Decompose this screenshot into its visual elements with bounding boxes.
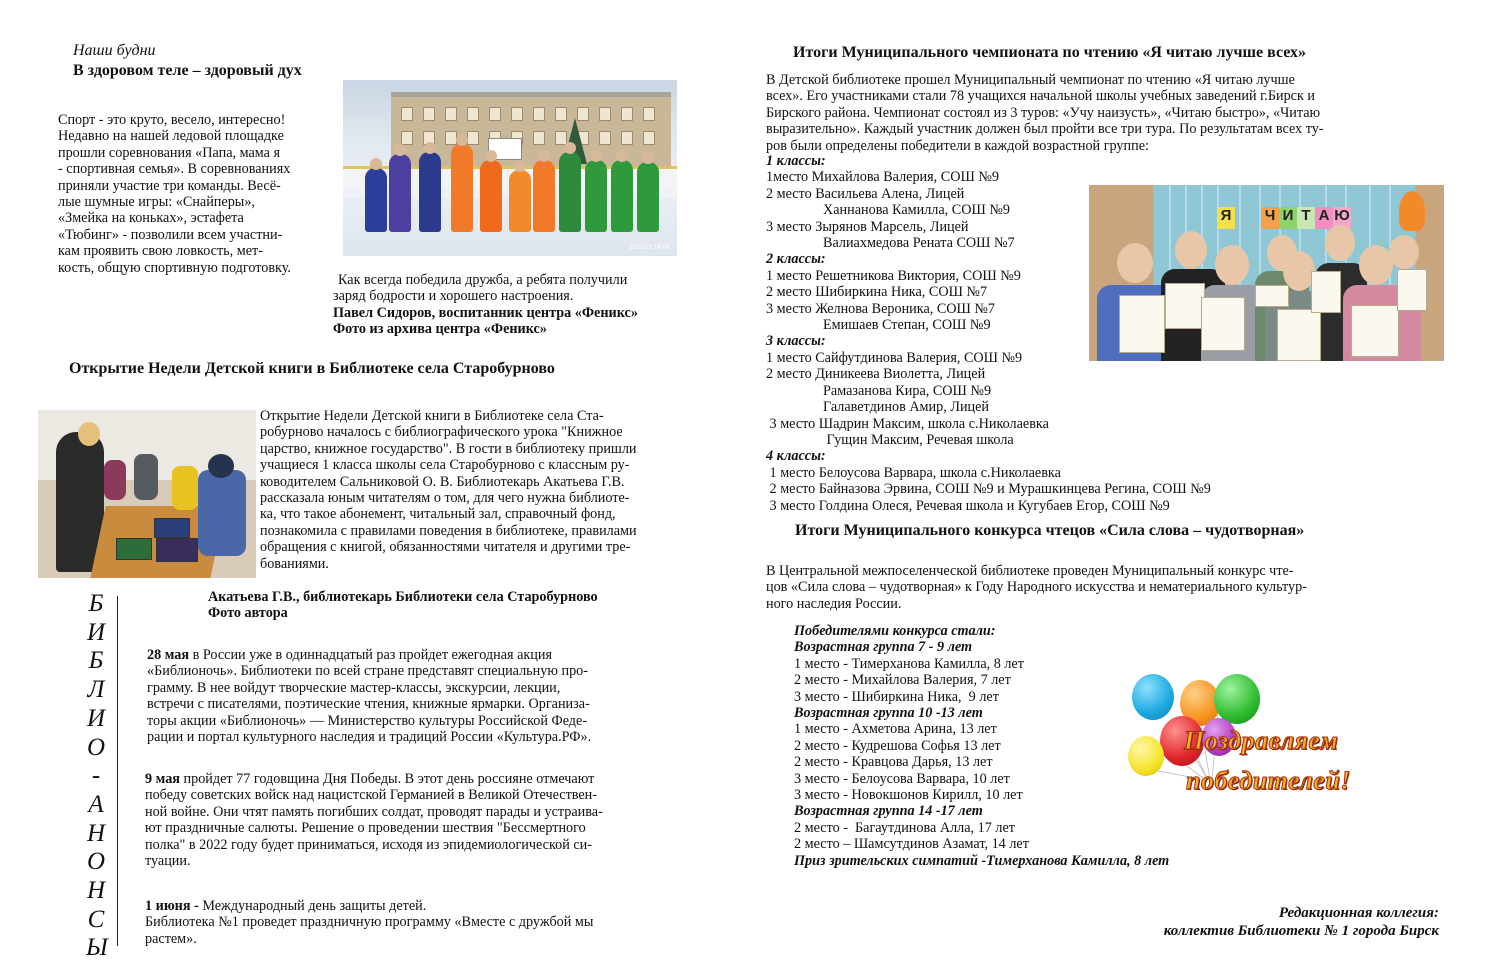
congratulations-graphic — [1118, 668, 1358, 808]
group-label: 1 классы: — [766, 153, 826, 169]
announcement-date: 9 мая — [145, 771, 180, 787]
congrats-line1: Поздравляем — [1184, 726, 1339, 755]
announcement-date: 28 мая — [147, 647, 190, 663]
group-label: 3 классы: — [766, 333, 826, 350]
age-group-label: Возрастная группа 10 -13 лет — [794, 705, 983, 722]
group-label: 4 классы: — [766, 448, 826, 465]
balloon-blue — [1132, 674, 1174, 720]
editorial-label: Редакционная коллегия: — [1278, 905, 1439, 921]
article-body-book-week: Открытие Недели Детской книги в Библиотеке села Ста- робурново началось с библиографического урока "Книжное царство, книжное государство". В гости в библиотеку пришли учащиеся 1 класса школы села Старобурново с классным ру- ководителем Сальниковой О. В. Библиотекарь Акатьева Г.В. рассказала юным читателям о том, для чего нужна библиоте- ка, что такое абонемент, читальный зал, справочный фонд, познакомила с правилами поведения в библиотеке, правилами обращения с книгой, обязанностями читателя и другими тре- бованиями. — [260, 408, 637, 572]
editorial-footer — [1164, 904, 1439, 940]
article-author-book-week: Акатьева Г.В., библиотекарь Библиотеки села Старобурново Фото автора — [208, 589, 598, 622]
photo-timestamp: 2022/1/2 14:08 — [628, 245, 669, 251]
announcement-may28: 28 мая в России уже в одиннадцатый раз пройдет ежегодная акция «Библионочь». Библиотеки по всей стране представят специальную про- грамму. В нее войдут творческие мастер-классы, экскурсии, лекции, встречи с писателями, поэтические чтения, книжные ярмарки. Организа- торы акции «Библионочь» — Министерство культуры Российской Феде- рации и портал культурного наследия и традиций России «Культура.РФ». — [147, 647, 592, 746]
balloon-green — [1214, 674, 1260, 724]
ice-rink-photo — [343, 80, 677, 256]
announcement-june1: 1 июня - Международный день защиты детей. Библиотека №1 проведет праздничную программу «Вместе с дружбой мы растем». — [145, 898, 594, 947]
article-title-reading-championship: Итоги Муниципального чемпионата по чтению «Я читаю лучше всех» — [793, 44, 1307, 61]
audience-prize: Приз зрительских симпатий -Тимерханова Камилла, 8 лет — [794, 852, 1170, 869]
championship-intro: В Детской библиотеке прошел Муниципальный чемпионат по чтению «Я читаю лучше всех». Его участниками стали 78 учащихся начальной школы учебных заведений г.Бирск и Бирского района. Чемпионат состоял из 3 туров: «Учу наизусть», «Читаю быстро», «Читаю выразительно». Каждый участник должен был пройти все три тура. По результатам всех ту- ров были определены победители в каждой возрастной группе: — [766, 72, 1324, 154]
article-title-sport: В здоровом теле – здоровый дух — [73, 62, 302, 79]
section-label: Наши будни — [73, 42, 156, 59]
editorial-value: коллектив Библиотеки № 1 города Бирск — [1163, 923, 1439, 939]
library-photo — [38, 410, 256, 578]
photo-credit: Фото из архива центра «Феникс» — [333, 321, 547, 338]
championship-results: 1 классы: 1место Михайлова Валерия, СОШ №9 2 место Васильева Алена, Лицей Ханнанова Камилла, СОШ №9 3 место Зырянов Марсель, Лицей Валиахмедова Рената СОШ №7 2 классы: 1 место Решетникова Виктория, СОШ №9 2 место Шибиркина Ника, СОШ №7 3 место Желнова Вероника, СОШ №7 Емишаев Степан, СОШ №9 3 классы: 1 место Сайфутдинова Валерия, СОШ №9 2 место Диникеева Виолетта, Лицей Рамазанова Кира, СОШ №9 Галаветдинов Амир, Лицей 3 место Шадрин Максим, школа с.Николаевка Гущин Максим, Речевая школа 4 классы: 1 место Белоусова Варвара, школа с.Николаевка 2 место Байназова Эрвина, СОШ №9 и Мурашкинцева Регина, СОШ №9 3 место Голдина Олеся, Речевая школа и Кугубаев Егор, СОШ №9 — [766, 153, 1211, 514]
contest-intro: В Центральной межпоселенческой библиотеке проведен Муниципальный конкурс чте- цов «Сила слова – чудотворная» к Году Народного искусства и нематериального культур- ного наследия России. — [766, 563, 1307, 612]
article-body-sport: Спорт - это круто, весело, интересно! Недавно на нашей ледовой площадке прошли соревнования «Папа, мама я - спортивная семья». В соревнованиях приняли участие три команды. Весё- лые шумные игры: «Снайперы», «Змейка на коньках», эстафета «Тюбинг» - позволили всем участни- кам проявить свою ловкость, мет- кость, общую спортивную подготовку. — [58, 112, 291, 276]
article-author: Павел Сидоров, воспитанник центра «Феникс» — [333, 304, 638, 321]
clown-decoration — [1399, 191, 1425, 231]
winners-class-photo: Я Ч И Т А Ю — [1089, 185, 1444, 361]
announcement-date: 1 июня - — [145, 898, 199, 914]
vertical-divider — [117, 596, 118, 946]
age-group-label: Возрастная группа 7 - 9 лет — [794, 639, 973, 656]
age-group-label: Возрастная группа 14 -17 лет — [794, 803, 983, 820]
congrats-line2: победителей! — [1186, 766, 1351, 795]
announcement-may9: 9 мая пройдет 77 годовщина Дня Победы. В этот день россияне отмечают победу советских войск над нацистской Германией в Великой Отечествен- ной войне. Они чтят память погибших солдат, проводят парады и устраива- ют праздничные салюты. Решение о проведении шествия "Бессмертного полка" в 2022 году будет приниматься, исходя из эпидемиологической си- туации. — [145, 771, 603, 870]
biblio-announcements-vertical-title: Б И Б Л И О - А Н О Н С Ы — [86, 590, 108, 962]
group-label: 2 классы: — [766, 251, 826, 268]
contest-results: Победителями конкурса стали: Возрастная группа 7 - 9 лет 1 место - Тимерханова Камилла, 8 лет 2 место - Михайлова Валерия, 7 лет 3 место - Шибиркина Ника, 9 лет Возрастная группа 10 -13 лет 1 место - Ахметова Арина, 13 лет 2 место - Кудрешова Софья 13 лет 2 место - Кравцова Дарья, 13 лет 3 место - Белоусова Варвара, 10 лет 3 место - Новокшонов Кирилл, 10 лет Возрастная группа 14 -17 лет 2 место - Багаутдинова Алла, 17 лет 2 место – Шамсутдинов Азамат, 14 лет Приз зрительских симпатий -Тимерханова Камилла, 8 лет — [794, 623, 1170, 869]
winners-heading: Победителями конкурса стали: — [794, 623, 996, 639]
article-continuation-sport: Как всегда победила дружба, а ребята получили заряд бодрости и хорошего настроения. Павел Сидоров, воспитанник центра «Феникс» Фото из архива центра «Феникс» — [333, 272, 638, 338]
photo-credit-author: Фото автора — [208, 605, 288, 622]
article-title-book-week: Открытие Недели Детской книги в Библиотеке села Старобурново — [69, 360, 555, 377]
balloon-yellow — [1128, 736, 1164, 776]
article-title-reciters-contest: Итоги Муниципального конкурса чтецов «Сила слова – чудотворная» — [795, 522, 1305, 539]
